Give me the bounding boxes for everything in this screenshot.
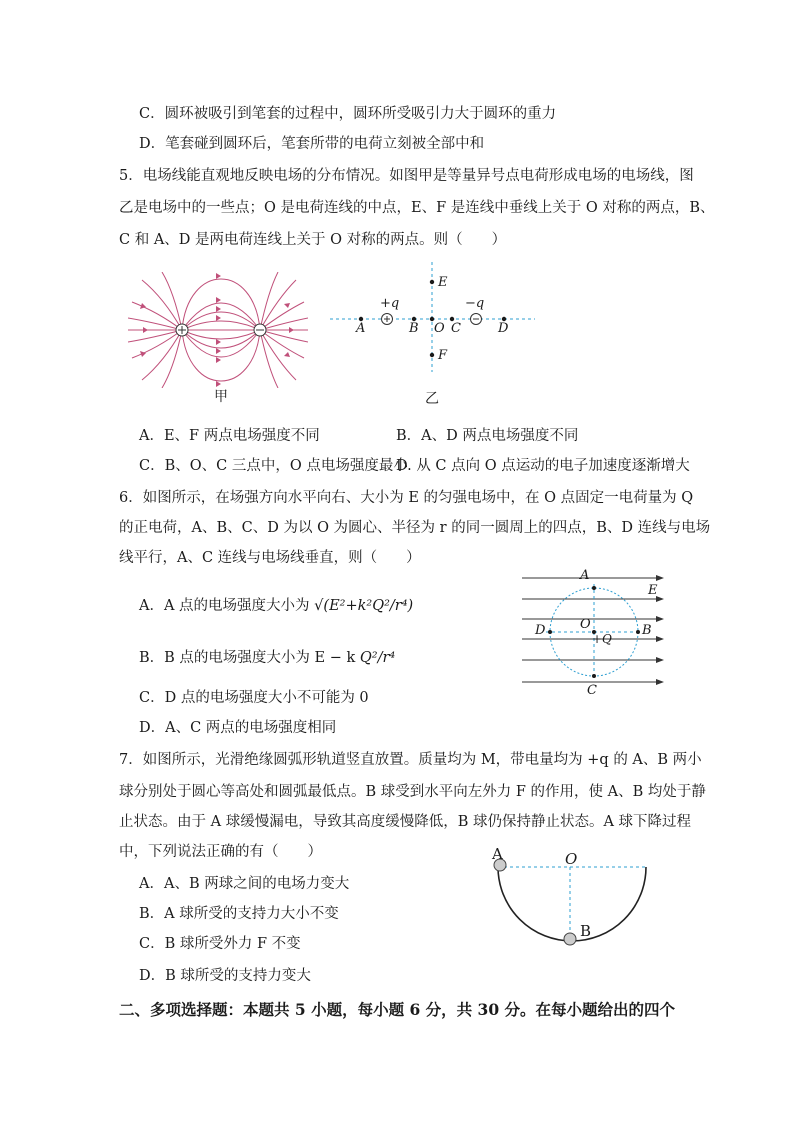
figure-q7-arc-track: [490, 855, 660, 955]
q5-stem-line1: 5．电场线能直观地反映电场的分布情况。如图甲是等量异号点电荷形成电场的电场线，图: [119, 168, 694, 184]
q6-option-a-text: A．A 点的电场强度大小为: [139, 598, 310, 614]
figure-yi-caption: 乙: [425, 391, 439, 407]
q6-option-d: D．A、C 两点的电场强度相同: [139, 720, 337, 736]
q6-option-b-text: B．B 点的电场强度大小为 E − k: [139, 650, 356, 666]
fig-q7-label-o: O: [565, 850, 578, 868]
q6-option-b-formula: Q²/r⁴: [359, 650, 396, 666]
fig-yi-label-f: F: [438, 348, 448, 363]
fig-yi-label-neg: −q: [465, 296, 485, 311]
q7-stem-line2: 球分别处于圆心等高处和圆弧最低点。B 球受到水平向左外力 F 的作用，使 A、B 均处于静: [119, 784, 706, 800]
fig-q6-label-c: C: [587, 683, 597, 698]
fig-yi-label-o: O: [434, 321, 445, 336]
q4-option-d: D．笔套碰到圆环后，笔套所带的电荷立刻被全部中和: [139, 136, 485, 152]
fig-yi-label-e: E: [438, 275, 448, 290]
q7-option-c: C．B 球所受外力 F 不变: [139, 936, 301, 952]
q6-option-b: [139, 648, 395, 668]
figure-jia-field-lines: [128, 272, 308, 388]
q7-option-a: A．A、B 两球之间的电场力变大: [139, 876, 350, 892]
q5-option-b: B．A、D 两点电场强度不同: [396, 428, 579, 444]
q6-option-a-formula: √(E²+k²Q²/r⁴): [314, 598, 414, 614]
fig-yi-label-a: A: [356, 321, 366, 336]
fig-q6-label-o: O: [580, 617, 591, 632]
fig-yi-label-b: B: [409, 321, 419, 336]
q5-option-c: C．B、O、C 三点中，O 点电场强度最小: [139, 458, 408, 474]
q7-stem-line4: 中，下列说法正确的有（ ）: [119, 844, 322, 860]
q5-option-d: D. 从 C 点向 O 点运动的电子加速度逐渐增大: [396, 458, 690, 474]
fig-yi-label-d: D: [498, 321, 509, 336]
figure-yi-points: [330, 262, 535, 372]
q7-stem-line1: 7．如图所示，光滑绝缘圆弧形轨道竖直放置。质量均为 M，带电量均为 +q 的 A、B 两小: [119, 752, 702, 768]
figure-jia-caption: 甲: [214, 389, 228, 405]
fig-q6-label-e: E: [648, 583, 658, 598]
fig-q6-label-a: A: [580, 568, 590, 583]
q7-option-d: D．B 球所受的支持力变大: [139, 968, 311, 984]
q5-stem-line2: 乙是电场中的一些点；O 是电荷连线的中点，E、F 是连线中垂线上关于 O 对称的两点，B、: [119, 200, 715, 216]
fig-yi-label-c: C: [451, 321, 461, 336]
section-2-heading: 二、多项选择题：本题共 5 小题，每小题 6 分，共 30 分。在每小题给出的四个: [119, 1000, 676, 1019]
q6-option-c: C．D 点的电场强度大小不可能为 0: [139, 690, 369, 706]
q6-stem-line1: 6．如图所示，在场强方向水平向右、大小为 E 的匀强电场中，在 O 点固定一电荷量为 Q: [119, 490, 694, 506]
fig-q7-label-a: A: [492, 845, 503, 863]
fig-q7-label-b: B: [580, 922, 592, 940]
q6-option-a: [139, 596, 413, 616]
fig-q6-label-q: +Q: [592, 632, 612, 646]
q6-stem-line2: 的正电荷，A、B、C、D 为以 O 为圆心、半径为 r 的同一圆周上的四点，B、D 连线与电场: [119, 520, 711, 536]
fig-yi-label-pos: +q: [380, 296, 400, 311]
q5-stem-line3: C 和 A、D 是两电荷连线上关于 O 对称的两点。则（ ）: [119, 232, 507, 248]
q5-option-a: A．E、F 两点电场强度不同: [139, 428, 320, 444]
q6-stem-line3: 线平行，A、C 连线与电场线垂直，则（ ）: [119, 550, 421, 566]
fig-q6-label-d: D: [535, 623, 546, 638]
q4-option-c: C．圆环被吸引到笔套的过程中，圆环所受吸引力大于圆环的重力: [139, 106, 557, 122]
fig-q6-label-b: B: [642, 623, 652, 638]
q7-option-b: B．A 球所受的支持力大小不变: [139, 906, 339, 922]
q7-stem-line3: 止状态。由于 A 球缓慢漏电，导致其高度缓慢降低，B 球仍保持静止状态。A 球下降过程: [119, 814, 692, 830]
